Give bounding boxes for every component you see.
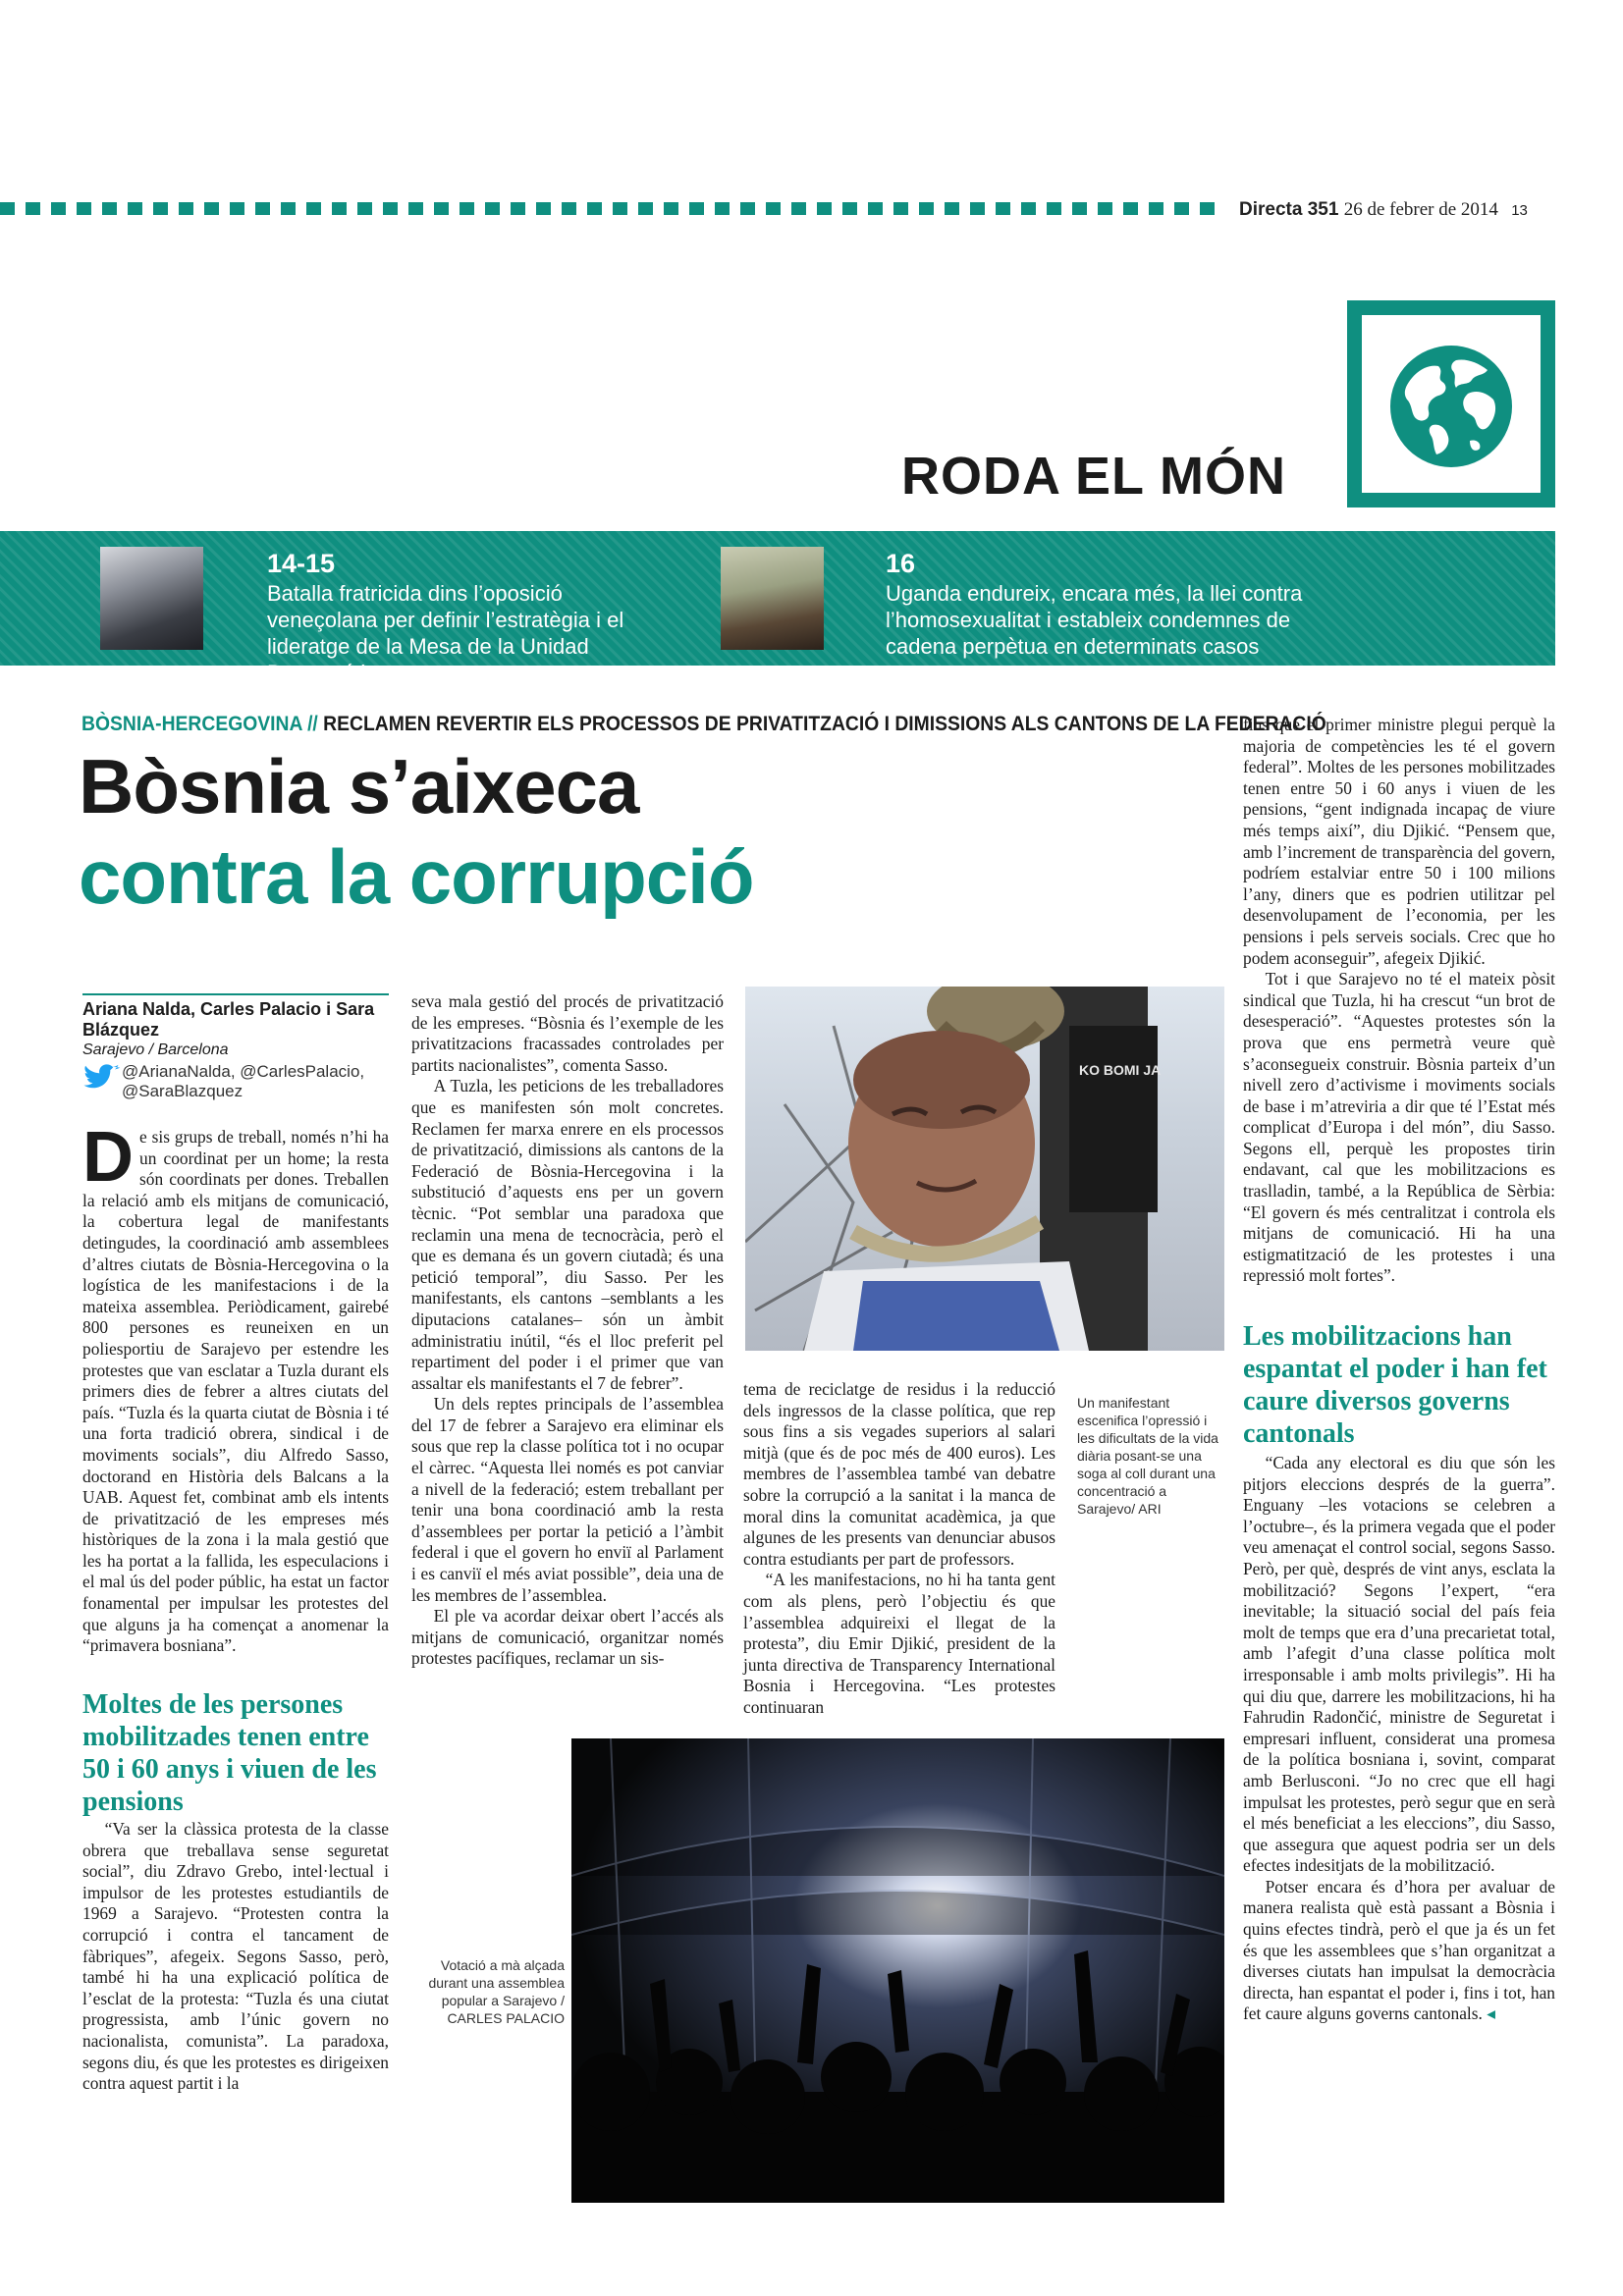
byline-location: Sarajevo / Barcelona — [82, 1041, 229, 1058]
end-mark-icon: ◂ — [1487, 2003, 1495, 2024]
teaser-text[interactable]: Uganda endureix, encara més, la llei contra l’homosexualitat i estableix condemnes de cadena perpètua en determinats casos — [886, 581, 1303, 659]
photo-assembly-vote[interactable] — [571, 1738, 1224, 2203]
byline — [82, 993, 389, 1101]
paragraph: El ple va acordar deixar obert l’accés als mitjans de comunicació, organitzar només protestes pacífiques, reclamar un sis- — [411, 1606, 724, 1669]
paragraph: A Tuzla, les peticions de les treballadores que es manifesten són molt concretes. Reclamen fer marxa enrere en els processos de privatització, dimissions als cantons de la Federació de Bòsnia-Hercegovina i la substitució d’aquests ens per un govern tècnic. “Pot semblar una paradoxa que reclamin una mena de tecnocràcia, però el que es demana és un govern ciutadà; és una petició temporal”, diu Sasso. Per les manifestants, els cantons –semblants a les diputacions catalanes– són un àmbit administratiu inútil, “és el lloc preferit pel repartiment del poder i el primer que van assaltar els manifestants el 7 de febrer”. — [411, 1076, 724, 1393]
paragraph: fins que el primer ministre plegui perquè la majoria de competències les té el govern federal”. Moltes de les persones mobilitzades tenen entre 50 i 60 anys i viuen de les pensions, “gent indignada incapaç de viure més temps així”, diu Djikić. “Pensem que, amb l’increment de transparència del govern, podríem estalviar entre 50 i 100 milions l’any, diners que es podrien utilitzar pel desenvolupament de l’economia, per les pensions i pels serveis socials. Crec que ho podem aconseguir”, afegeix Djikić. — [1243, 715, 1555, 968]
paragraph: “Va ser la clàssica protesta de la classe obrera que treballava sense seguretat social”, diu Zdravo Grebo, intel·lectual i impulsor de les protestes estudiantils de 1969 a Sarajevo. “Protesten contra la corrupció i contra el tancament de fàbriques”, afegeix. Segons Sasso, però, també hi ha una explicació política de l’esclat de la protesta: “Tuzla és una ciutat progressista, amb l’únic govern no nacionalista, comunista”. La paradoxa, segons diu, és que les protestes es dirigeixen contra aquest partit i la — [82, 1819, 389, 2094]
article-column-1-continued — [82, 1819, 389, 2095]
section-title: RODA EL MÓN — [901, 447, 1287, 506]
header-dotted-rule — [0, 202, 1222, 215]
paragraph: tema de reciclatge de residus i la reducció dels ingressos de la classe política, que rep sous fins a sis vegades superiors al salari mitjà (que és de poc més de 400 euros). Les membres de l’assemblea també van debatre sobre la corrupció a la sanitat i la manca de moral dins la comunitat acadèmica, ja que algunes de les presents van denunciar abusos contra estudiants per part de professors. — [743, 1379, 1055, 1569]
article-column-4 — [1243, 715, 1555, 1287]
byline-twitter-handles: @ArianaNalda, @CarlesPalacio, @SaraBlazquez — [122, 1062, 365, 1100]
headline-line-2: contra la corrupció — [79, 833, 754, 920]
photo-caption-assembly: Votació a mà alçada durant una assemblea popular a Sarajevo / CARLES PALACIO — [428, 1957, 565, 2026]
teaser-page[interactable]: 14-15 — [267, 549, 336, 578]
teaser-page[interactable]: 16 — [886, 549, 916, 578]
section-globe-box — [1347, 300, 1555, 507]
drop-cap: D — [82, 1118, 134, 1197]
paragraph: Tot i que Sarajevo no té el mateix pòsit sindical que Tuzla, hi ha crescut “un brot de desesperació”. “Aquestes protestes són la prova que ens permetrà veure què s’aconsegueix construir. Bòsnia parteix d’un nivell zero d’activisme i moviments socials de base i m’atreviria a dir que té l’Estat més complicat d’Europa i del món”, diu Sasso. Segons ell, perquè les propostes tirin endavant, cal que les mobilitzacions es traslladin, també, a la República de Sèrbia: “El govern és més centralitzat i controla els mitjans de comunicació. Hi ha una estigmatització de les protestes i una repressió molt fortes”. — [1243, 969, 1555, 1286]
kicker-text: RECLAMEN REVERTIR ELS PROCESSOS DE PRIVATITZACIÓ I DIMISSIONS ALS CANTONS DE LA FEDERACIÓ — [323, 713, 1326, 735]
article-kicker — [81, 713, 1326, 736]
teaser-photo-uganda[interactable] — [721, 547, 824, 650]
article-column-2 — [411, 991, 724, 1670]
article-column-1 — [82, 1118, 389, 1657]
subhead-pensions: Moltes de les persones mobilitzades tenen entre 50 i 60 anys i viuen de les pensions — [82, 1689, 377, 1817]
byline-authors: Ariana Nalda, Carles Palacio i Sara Blázquez — [82, 999, 375, 1040]
kicker-label: BÒSNIA-HERCEGOVINA // — [81, 713, 318, 735]
issue-date: 26 de febrer de 2014 — [1343, 199, 1498, 220]
paragraph: “A les manifestacions, no hi ha tanta gent com als plens, però l’objectiu és que l’assemblea adquireixi el llegat de la protesta”, diu Emir Djikić, president de la junta directiva de Transparency International Bosnia i Hercegovina. “Les protestes continuaran — [743, 1570, 1055, 1717]
teaser-photo-venezuela[interactable] — [100, 547, 203, 650]
photo-assembly-illustration — [571, 1738, 1224, 2203]
paragraph — [1243, 1877, 1555, 2025]
paragraph — [82, 1118, 389, 1657]
article-column-3 — [743, 1379, 1055, 1719]
page-folio — [1239, 199, 1528, 221]
photo-protester-illustration — [745, 987, 1224, 1351]
teaser-text[interactable]: Batalla fratricida dins l’oposició veneçolana per definir l’estratègia i el lideratge de la Mesa de la Unidad Democrática — [267, 581, 624, 685]
placard-text: KO BOMI JA — [1079, 1062, 1162, 1078]
paragraph-text: e sis grups de treball, només n’hi ha un coordinat per un home; la resta són coordinats per dones. Treballen la relació amb els mitjans de comunicació, la cobertura legal de manifestants detingudes, la coordinació amb assemblees d’altres ciutats de Bòsnia-Hercegovina o la logística de les manifestacions i de la mateixa assemblea. Periòdicament, gairebé 800 persones es reuneixen en un poliesportiu de Sarajevo per estendre les protestes que van esclatar a Tuzla durant els primers dies de febrer a altres ciutats del país. “Tuzla és la quarta ciutat de Bòsnia i té una forta tradició obrera, sindical i de moviments socials”, diu Alfredo Sasso, doctorand en Història dels Balcans a la UAB. Aquest fet, combinat amb els intents de privatització de les empreses més històriques de la zona i la mala gestió que les ha portat a la fallida, les especulacions i el mal ús del poder públic, ha estat un factor fonamental per impulsar les protestes del que alguns ja ha començat a anomenar la “primavera bosniana”. — [82, 1127, 389, 1656]
headline-line-1: Bòsnia s’aixeca — [79, 743, 639, 829]
paragraph-text: Potser encara és d’hora per avaluar de manera realista què està passant a Bòsnia i quins efectes tindrà, però el que ja és un fet és que les assemblees que s’han organitzat a diverses ciutats han impulsat la democràcia directa, han espantat el poder i, fins i tot, han fet caure alguns governs cantonals. — [1243, 1876, 1555, 2024]
twitter-bird-icon — [82, 1062, 122, 1094]
page-number: 13 — [1511, 202, 1528, 219]
paragraph: “Cada any electoral es diu que són les pitjors eleccions després de la guerra”. Enguany –les votacions se celebren a l’octubre–, és la primera vegada que el poder veu amenaçat el control social, segons Sasso. Però, per què, després de vint anys, esclata la mobilització? Segons l’expert, “era inevitable; la situació social del país feia molt de temps que era d’una precarietat total, amb l’afegit d’una classe política molt irresponsable i amb molts privilegis”. Hi ha qui diu que, darrere les mobilitzacions, hi ha Fahrudin Radončić, ministre de Seguretat i empresari influent, considerat una promesa de la política bosniana i, sovint, comparat amb Berlusconi. “Jo no crec que ell hagi impulsat les protestes, però segur que en serà el més beneficiat a les eleccions”, diu Sasso, que assegura que aquest podria ser un dels efectes indesitjats de la mobilització. — [1243, 1453, 1555, 1876]
paragraph: seva mala gestió del procés de privatització de les empreses. “Bòsnia és l’exemple de les privatitzacions fracassades controlades per partits nacionalistes”, comenta Sasso. — [411, 991, 724, 1075]
photo-caption-protester: Un manifestant escenifica l’opressió i les dificultats de la vida diària posant-se una soga al coll durant una concentració a Sarajevo/ ARI — [1077, 1395, 1218, 1517]
publication-name: Directa 351 — [1239, 199, 1339, 220]
paragraph: Un dels reptes principals de l’assemblea del 17 de febrer a Sarajevo era eliminar els sous que rep la classe política tot i no ocupar el càrrec. “Aquesta llei només es pot canviar a nivell de la federació; estem treballant per tenir una bona coordinació amb la resta d’assemblees per portar la petició a l’àmbit federal i que el govern ho enviï al Parlament i es canviï el més aviat possible”, deia una de les membres de l’assemblea. — [411, 1394, 724, 1605]
globe-icon — [1387, 343, 1515, 470]
teaser-bar — [0, 531, 1555, 685]
subhead-mobilizations: Les mobilitzacions han espantat el poder i han fet caure diversos governs cantonals — [1243, 1321, 1547, 1449]
article-column-4-continued — [1243, 1453, 1555, 2025]
photo-protester-noose[interactable] — [745, 987, 1224, 1351]
